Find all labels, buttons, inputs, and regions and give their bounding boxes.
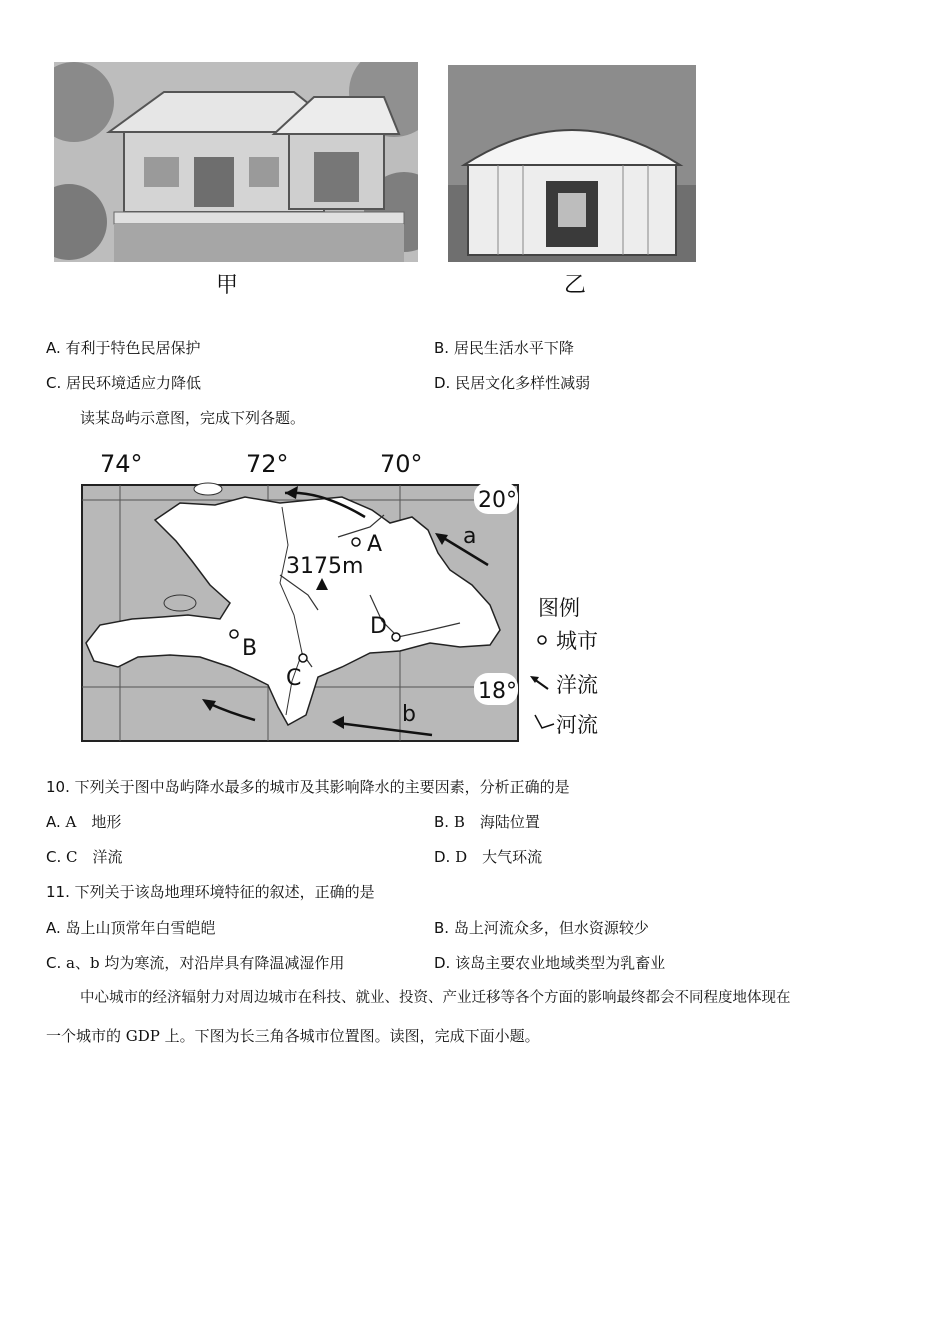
option-letter: C. — [46, 374, 62, 392]
legend-city-icon — [538, 636, 546, 644]
option-text: 岛上河流众多，但水资源较少 — [453, 919, 649, 937]
q10-option-a[interactable] — [46, 812, 121, 832]
option-letter: B. — [434, 813, 450, 831]
q11-option-c[interactable] — [46, 953, 344, 973]
q9-option-d[interactable] — [434, 373, 590, 393]
legend-city: 城市 — [556, 629, 598, 653]
lon-label-70: 70° — [380, 450, 423, 478]
legend-river: 河流 — [556, 713, 598, 737]
option-letter: B. — [434, 339, 450, 357]
legend-title: 图例 — [538, 596, 580, 620]
city-label-a: A — [367, 532, 383, 557]
option-letter: C. — [46, 848, 62, 866]
option-text: B 海陆位置 — [453, 813, 540, 831]
option-text: 该岛主要农业地域类型为乳畜业 — [455, 954, 666, 972]
island-map — [80, 445, 620, 745]
photo-traditional-house — [54, 62, 418, 262]
city-label-c: C — [286, 666, 302, 691]
city-label-d: D — [370, 614, 387, 639]
q10-option-b[interactable] — [434, 812, 540, 832]
current-label-a: a — [463, 524, 477, 549]
option-text: 有利于特色民居保护 — [65, 339, 201, 357]
lon-label-74: 74° — [100, 450, 143, 478]
q9-option-a[interactable] — [46, 338, 201, 358]
option-text: 岛上山顶常年白雪皑皑 — [65, 919, 216, 937]
q10-stem-text: 10. 下列关于图中岛屿降水最多的城市及其影响降水的主要因素，分析正确的是 — [46, 778, 570, 796]
peak-elevation: 3175m — [286, 554, 364, 579]
q11-option-b[interactable] — [434, 918, 649, 938]
traditional-house-illustration — [54, 62, 418, 262]
q10-option-c[interactable] — [46, 847, 123, 867]
q11-stem-text: 11. 下列关于该岛地理环境特征的叙述，正确的是 — [46, 883, 375, 901]
option-letter: A. — [46, 339, 61, 357]
option-text: A 地形 — [65, 813, 122, 831]
option-text: a、b 均为寒流，对沿岸具有降温减湿作用 — [66, 954, 345, 972]
q9-option-c[interactable] — [46, 373, 201, 393]
q11-option-d[interactable] — [434, 953, 665, 973]
option-text: C 洋流 — [66, 848, 123, 866]
photo-left-caption: 甲 — [216, 273, 239, 298]
q11-stem — [46, 882, 375, 902]
city-label-b: B — [242, 636, 258, 661]
option-text: 民居文化多样性减弱 — [455, 374, 591, 392]
photo-yurt — [448, 65, 696, 262]
q11-option-a[interactable] — [46, 918, 216, 938]
option-text: 居民生活水平下降 — [453, 339, 574, 357]
q9-option-b[interactable] — [434, 338, 574, 358]
lon-label-72: 72° — [246, 450, 289, 478]
lat-label-20: 20° — [478, 488, 517, 513]
option-letter: D. — [434, 954, 451, 972]
legend-current: 洋流 — [556, 673, 598, 697]
option-letter: D. — [434, 848, 451, 866]
option-letter: B. — [434, 919, 450, 937]
option-letter: A. — [46, 813, 61, 831]
option-text: 居民环境适应力降低 — [66, 374, 202, 392]
option-letter: C. — [46, 954, 62, 972]
closing-line-2: 一个城市的 GDP 上。下图为长三角各城市位置图。读图，完成下面小题。 — [46, 1027, 540, 1045]
option-letter: D. — [434, 374, 451, 392]
island-intro: 读某岛屿示意图，完成下列各题。 — [80, 409, 306, 427]
option-letter: A. — [46, 919, 61, 937]
legend-river-icon — [535, 715, 554, 728]
option-text: D 大气环流 — [455, 848, 543, 866]
yurt-illustration — [448, 65, 696, 262]
island-map-svg — [80, 445, 620, 745]
lat-label-18: 18° — [478, 679, 517, 704]
photo-right-caption: 乙 — [564, 273, 587, 298]
q10-stem — [46, 777, 570, 797]
closing-line-1: 中心城市的经济辐射力对周边城市在科技、就业、投资、产业迁移等各个方面的影响最终都会不同程度地体现在 — [80, 990, 791, 1006]
current-label-b: b — [402, 702, 416, 727]
q10-option-d[interactable] — [434, 847, 542, 867]
